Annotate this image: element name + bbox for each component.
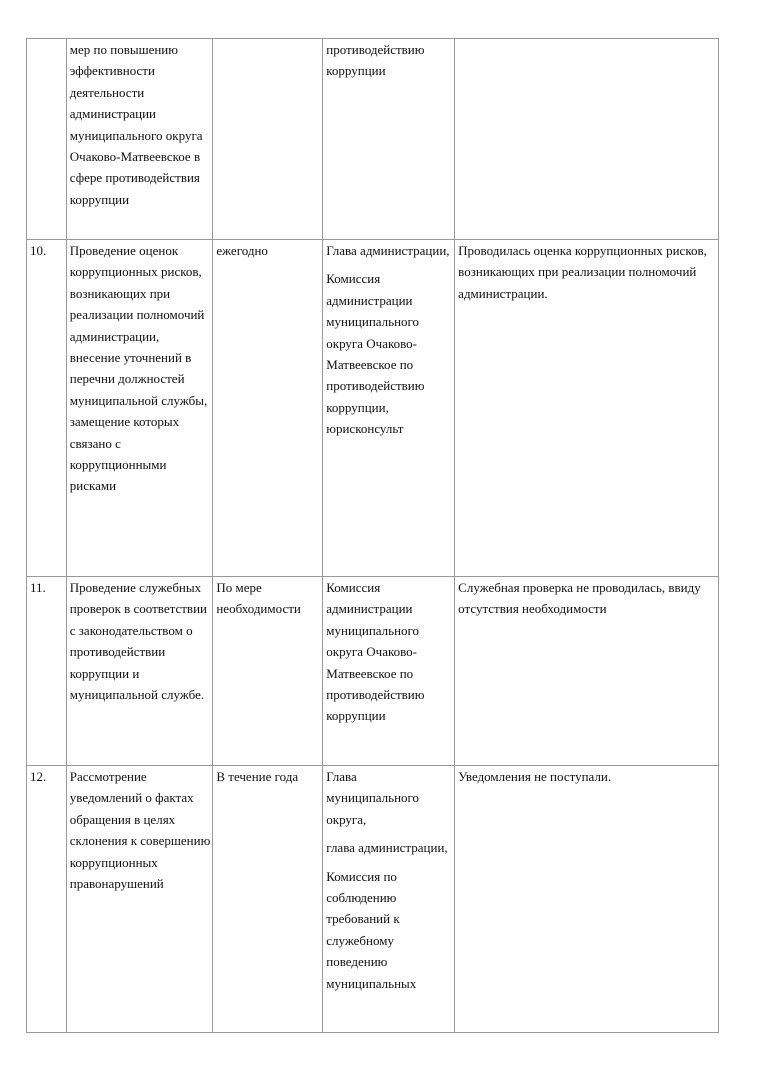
responsible-line: противодействию коррупции: [326, 42, 425, 79]
measure-term: По мере необходимости: [213, 577, 323, 766]
measures-table: [26, 38, 719, 1033]
measure-result: Служебная проверка не проводилась, ввиду отсутствия необходимости: [455, 577, 719, 766]
table-row: [27, 39, 719, 240]
responsible-line: Глава администрации,: [326, 243, 450, 258]
responsible-line: Комиссия по соблюдению требований к служебному поведению муниципальных: [326, 868, 417, 991]
measure-responsible: [323, 577, 455, 766]
responsible-line: Комиссия администрации муниципального округа Очаково-Матвеевское по противодействию коррупции, юрисконсульт: [326, 271, 425, 437]
table-row: [27, 240, 719, 577]
measure-responsible: [323, 240, 455, 577]
measure-term: В течение года: [213, 766, 323, 1033]
table-row: [27, 766, 719, 1033]
row-number: [27, 39, 67, 240]
responsible-line: Комиссия администрации муниципального округа Очаково-Матвеевское по противодействию коррупции: [326, 580, 425, 724]
measure-result: [455, 39, 719, 240]
measure-term: ежегодно: [213, 240, 323, 577]
measure-name: Проведение служебных проверок в соответствии с законодательством о противодействии коррупции и муниципальной службе.: [66, 577, 213, 766]
measure-name: Проведение оценок коррупционных рисков, возникающих при реализации полномочий администрации, внесение уточнений в перечни должностей муниципальной службы, замещение которых связано с коррупционными рисками: [66, 240, 213, 577]
table-row: [27, 577, 719, 766]
measure-result: Уведомления не поступали.: [455, 766, 719, 1033]
responsible-line: Глава муниципального округа,: [326, 769, 420, 827]
measure-result: Проводилась оценка коррупционных рисков, возникающих при реализации полномочий администрации.: [455, 240, 719, 577]
measure-term: [213, 39, 323, 240]
responsible-line: глава администрации,: [326, 840, 448, 856]
measure-name: Рассмотрение уведомлений о фактах обращения в целях склонения к совершению коррупционных правонарушений: [66, 766, 213, 1033]
row-number: 10.: [27, 240, 67, 577]
measure-name: мер по повышению эффективности деятельности администрации муниципального округа Очаково-Матвеевское в сфере противодействия коррупции: [66, 39, 213, 240]
row-number: 11.: [27, 577, 67, 766]
measure-responsible: [323, 39, 455, 240]
measure-responsible: [323, 766, 455, 1033]
row-number: 12.: [27, 766, 67, 1033]
